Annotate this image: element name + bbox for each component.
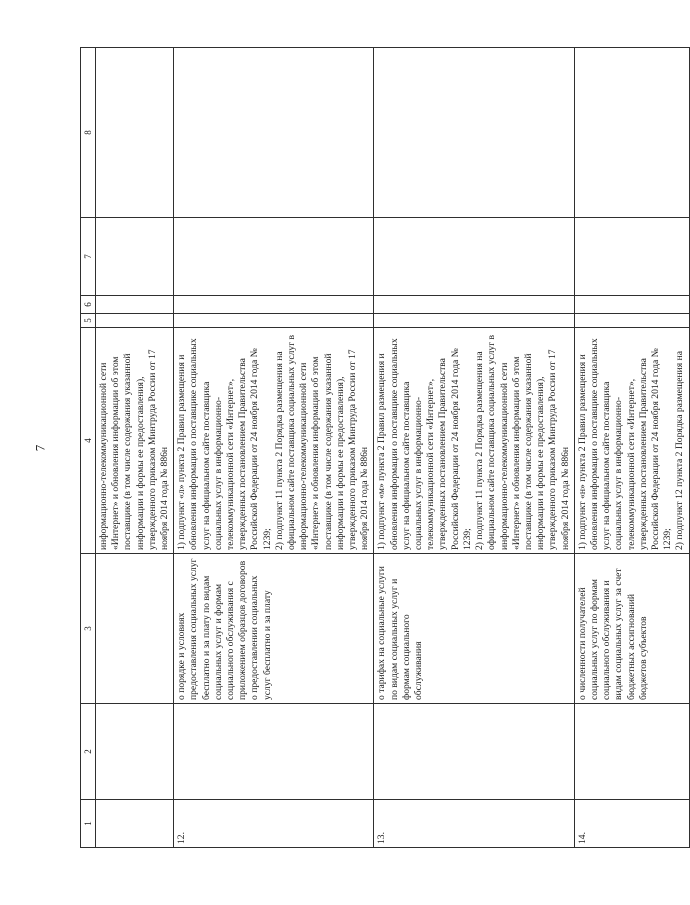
header-cell: 2 (81, 704, 96, 800)
header-cell: 8 (81, 48, 96, 218)
cell-col2 (174, 704, 374, 800)
cell-col7 (174, 218, 374, 296)
cell-col6 (574, 296, 689, 314)
header-cell: 6 (81, 296, 96, 314)
table-row (174, 48, 374, 848)
row-number: 13. (374, 800, 574, 848)
cell-col6 (96, 296, 174, 314)
header-row (81, 48, 96, 848)
cell-col8 (374, 48, 574, 218)
page-number: 7 (32, 444, 48, 452)
row-number (96, 800, 174, 848)
cell-col7 (574, 218, 689, 296)
cell-col2 (96, 704, 174, 800)
rotated-table-container (80, 48, 686, 848)
cell-col2 (374, 704, 574, 800)
cell-info-type: о численности получателей социальных услуг по формам социального обслуживания и видам социальных услуг за счет бюджетных ассигнований бюджетов субъектов (574, 554, 689, 704)
cell-info-type (96, 554, 174, 704)
header-cell: 3 (81, 554, 96, 704)
cell-col8 (574, 48, 689, 218)
header-cell: 1 (81, 800, 96, 848)
table-row (574, 48, 689, 848)
row-number: 14. (574, 800, 689, 848)
cell-legal-basis: информационно-телекоммуникационной сети «Интернет» и обновления информации об этом поставщике (в том числе содержания указанной информации и формы ее предоставления), утвержденного приказом Минтруда России от 17 ноября 2014 года № 886н (96, 328, 174, 554)
cell-col7 (374, 218, 574, 296)
cell-col8 (174, 48, 374, 218)
header-cell: 5 (81, 314, 96, 328)
cell-col6 (174, 296, 374, 314)
header-cell: 4 (81, 328, 96, 554)
table-row (96, 48, 174, 848)
row-number: 12. (174, 800, 374, 848)
cell-col5 (574, 314, 689, 328)
cell-col5 (96, 314, 174, 328)
table-row (374, 48, 574, 848)
cell-col6 (374, 296, 574, 314)
cell-col5 (374, 314, 574, 328)
regulation-table (80, 47, 690, 848)
cell-col5 (174, 314, 374, 328)
cell-legal-basis: 1) подпункт «л» пункта 2 Правил размещения и обновления информации о поставщике социальных услуг на официальном сайте поставщика социальных услуг в информационно-телекоммуникационной сети «Интернет», утвержденных постановлением Правительства Российской Федерации от 24 ноября 2014 года № 1239; 2) подпункт 11 пункта 2 Порядка размещения на официальном сайте поставщика социальных услуг в информационно-телекоммуникационной сети «Интернет» и обновления информации об этом поставщике (в том числе содержания указанной информации и формы ее предоставления), утвержденного приказом Минтруда России от 17 ноября 2014 года № 886н (174, 328, 374, 554)
cell-legal-basis: 1) подпункт «м» пункта 2 Правил размещения и обновления информации о поставщике социальных услуг на официальном сайте поставщика социальных услуг в информационно-телекоммуникационной сети «Интернет», утвержденных постановлением Правительства Российской Федерации от 24 ноября 2014 года № 1239; 2) подпункт 11 пункта 2 Порядка размещения на официальном сайте поставщика социальных услуг в информационно-телекоммуникационной сети «Интернет» и обновления информации об этом поставщике (в том числе содержания указанной информации и формы ее предоставления), утвержденного приказом Минтруда России от 17 ноября 2014 года № 886н (374, 328, 574, 554)
header-cell: 7 (81, 218, 96, 296)
cell-info-type: о тарифах на социальные услуги по видам социальных услуг и формам социального обслуживания (374, 554, 574, 704)
cell-col2 (574, 704, 689, 800)
cell-info-type: о порядке и условиях предоставления социальных услуг бесплатно и за плату по видам социальных услуг и формам социального обслуживания с приложением образцов договоров о предоставлении социальных услуг бесплатно и за плату (174, 554, 374, 704)
cell-col8 (96, 48, 174, 218)
cell-col7 (96, 218, 174, 296)
cell-legal-basis: 1) подпункт «н» пункта 2 Правил размещения и обновления информации о поставщике социальных услуг на официальном сайте поставщика социальных услуг в информационно-телекоммуникационной сети «Интернет», утвержденных постановлением Правительства Российской Федерации от 24 ноября 2014 года № 1239; 2) подпункт 12 пункта 2 Порядка размещения на (574, 328, 689, 554)
